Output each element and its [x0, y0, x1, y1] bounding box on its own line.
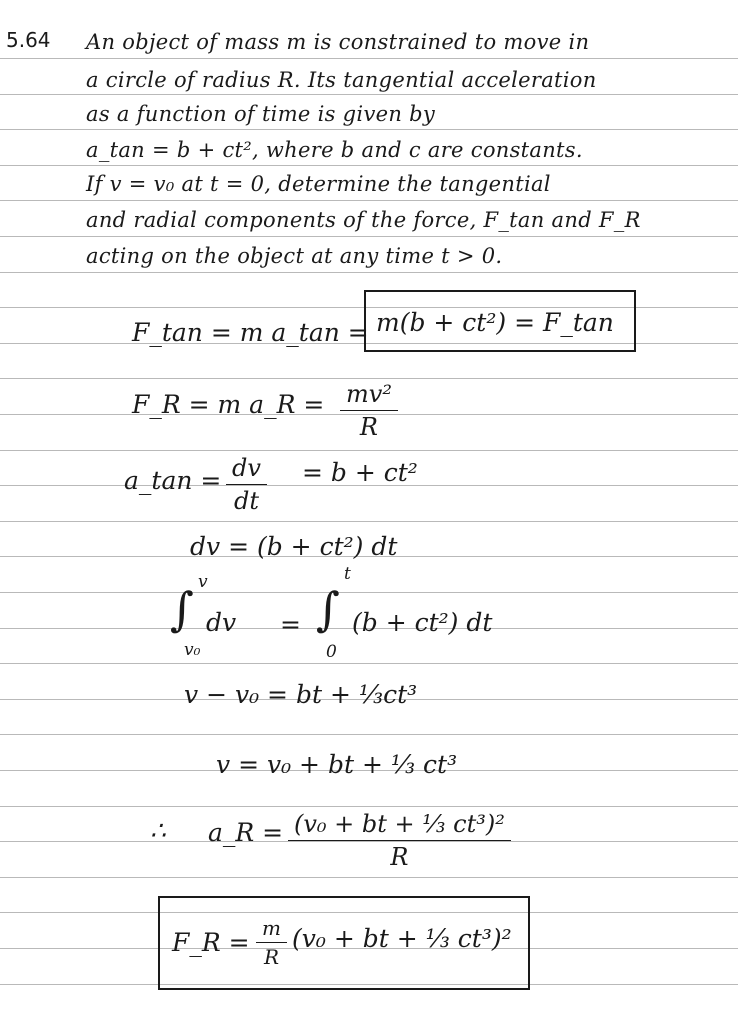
problem-line-1: An object of mass m is constrained to move in: [86, 30, 590, 54]
integral-right-upper: t: [344, 564, 351, 584]
atan-denominator: dt: [233, 487, 259, 515]
problem-line-5: If v = v₀ at t = 0, determine the tangential: [86, 172, 551, 196]
integral-equals: =: [280, 610, 301, 639]
fr-final-coef-den: R: [263, 945, 280, 969]
ftan-boxed: m(b + ct²) = F_tan: [376, 308, 614, 337]
atan-rhs: = b + ct²: [302, 458, 418, 487]
problem-number: 5.64: [6, 28, 51, 52]
ar-lhs: a_R =: [208, 818, 284, 847]
integral-right-lower: 0: [326, 642, 337, 662]
v-difference: v − v₀ = bt + ⅓ct³: [184, 680, 418, 709]
ar-denominator: R: [390, 843, 409, 871]
atan-lhs: a_tan =: [124, 466, 222, 495]
fr-final-rhs: (v₀ + bt + ⅓ ct³)²: [292, 924, 512, 953]
fr-final-coefficient: [256, 916, 287, 969]
problem-line-3: as a function of time is given by: [86, 102, 436, 126]
integral-sign-left: ∫: [170, 582, 194, 636]
ftan-lhs: F_tan = m a_tan =: [132, 318, 369, 347]
problem-line-2: a circle of radius R. Its tangential acceleration: [86, 68, 597, 92]
integral-left-lower: v₀: [184, 640, 201, 660]
integral-right-body: (b + ct²) dt: [352, 608, 493, 637]
therefore-symbol: ∴: [150, 816, 166, 845]
v-result: v = v₀ + bt + ⅓ ct³: [216, 750, 458, 779]
ar-fraction: [288, 810, 511, 871]
problem-line-4: a_tan = b + ct², where b and c are constants.: [86, 138, 583, 162]
atan-numerator: dv: [226, 454, 267, 485]
atan-fraction: [226, 454, 267, 515]
integral-left-upper: v: [198, 572, 208, 592]
integral-left-body: dv: [206, 608, 237, 637]
ar-numerator: (v₀ + bt + ⅓ ct³)²: [288, 810, 511, 841]
integral-sign-right: ∫: [316, 582, 340, 636]
fr-lhs: F_R = m a_R =: [132, 390, 325, 419]
fr-final-coef-num: m: [256, 916, 287, 943]
fr-fraction: [340, 380, 398, 441]
fr-denominator: R: [359, 413, 378, 441]
problem-line-6: and radial components of the force, F_tan and F_R: [86, 208, 641, 232]
problem-line-7: acting on the object at any time t > 0.: [86, 244, 503, 268]
fr-numerator: mv²: [340, 380, 398, 411]
fr-final-lhs: F_R =: [172, 928, 250, 957]
dv-line: dv = (b + ct²) dt: [190, 532, 398, 561]
